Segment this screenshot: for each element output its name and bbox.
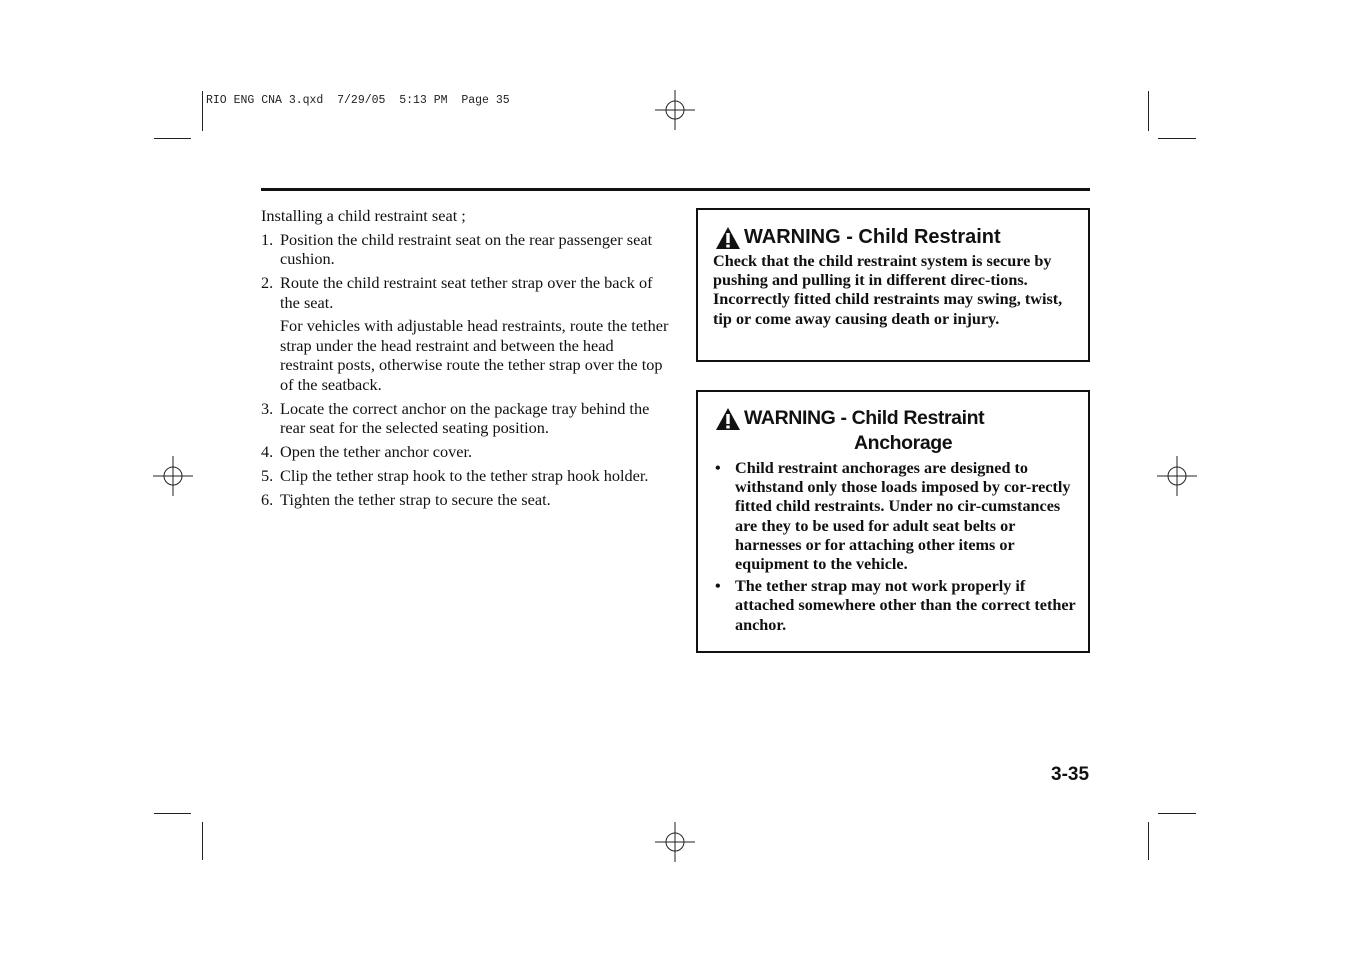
step-item (261, 490, 671, 510)
registration-mark-icon (655, 90, 695, 130)
crop-mark-bottom-right-horizontal (1158, 813, 1196, 814)
printer-slug: RIO ENG CNA 3.qxd 7/29/05 5:13 PM Page 35 (206, 94, 510, 107)
step-item (261, 273, 671, 394)
step-number: 6. (261, 490, 274, 509)
page-number: 3-35 (1051, 764, 1090, 785)
step-number: 3. (261, 398, 274, 418)
registration-mark-icon (655, 822, 695, 862)
bullet-dot: • (715, 459, 721, 477)
warning-bullet-text: Child restraint anchorages are designed to withstand only those loads imposed by cor-rectly fitted child restraints. Under no cir-cumstances are they to be used for adult seat belts or harnesses or for attaching other items or equipment to the vehicle. (735, 459, 1071, 574)
instructions-intro: Installing a child restraint seat ; (261, 206, 466, 225)
crop-mark-bottom-right-vertical (1148, 822, 1149, 860)
crop-mark-bottom-left-horizontal (154, 813, 191, 814)
bullet-dot: • (715, 577, 721, 596)
warning-triangle-icon (715, 226, 741, 250)
registration-mark-icon (153, 456, 193, 496)
step-item (261, 230, 671, 269)
warning-title-text: WARNING - Child Restraint (744, 226, 1001, 248)
warning-title (715, 226, 1088, 250)
step-text: Route the child restraint seat tether strap over the back of the seat. (280, 273, 653, 312)
warning-bullet-text: The tether strap may not work properly if attached somewhere other than the correct tether anchor. (735, 577, 1076, 634)
step-item (261, 399, 671, 438)
warning-body: Check that the child restraint system is secure by pushing and pulling it in different direc-tions. Incorrectly fitted child restraints may swing, twist, tip or come away causing death or injury. (713, 252, 1063, 328)
step-text: Locate the correct anchor on the package tray behind the rear seat for the selected seating position. (280, 398, 650, 437)
warning-title-line-1: WARNING - Child Restraint (744, 407, 985, 429)
step-number: 2. (261, 273, 274, 292)
step-text: Open the tether anchor cover. (280, 442, 473, 461)
warning-box-child-restraint-anchorage (696, 390, 1090, 653)
crop-mark-top-right-horizontal (1158, 138, 1196, 139)
warning-box-child-restraint (696, 208, 1090, 362)
warning-bullet-item (713, 459, 1078, 574)
warning-triangle-icon (715, 407, 741, 431)
crop-mark-top-left-vertical (202, 91, 203, 131)
step-note: For vehicles with adjustable head restraints, route the tether strap under the head restraint and between the head restraint posts, otherwise route the tether strap over the top of the seatback. (280, 316, 669, 394)
crop-mark-bottom-left-vertical (202, 822, 203, 860)
registration-mark-icon (1157, 456, 1197, 496)
header-rule (261, 188, 1090, 191)
step-number: 4. (261, 442, 274, 461)
step-text: Tighten the tether strap to secure the seat. (280, 490, 551, 509)
warning-title-line-2: Anchorage (854, 432, 953, 454)
step-item (261, 466, 671, 486)
crop-mark-top-left-horizontal (154, 138, 191, 139)
step-number: 5. (261, 466, 274, 485)
steps-list (261, 230, 671, 510)
step-text: Clip the tether strap hook to the tether strap hook holder. (280, 466, 649, 485)
warning-title (715, 407, 1088, 454)
step-item (261, 442, 671, 462)
installation-instructions (261, 206, 671, 514)
warning-title-lines (744, 407, 984, 454)
step-text: Position the child restraint seat on the rear passenger seat cushion. (280, 229, 653, 268)
step-number: 1. (261, 229, 274, 249)
warning-bullet-list (713, 459, 1078, 635)
warning-bullet-item (713, 577, 1078, 635)
crop-mark-top-right-vertical (1148, 91, 1149, 131)
